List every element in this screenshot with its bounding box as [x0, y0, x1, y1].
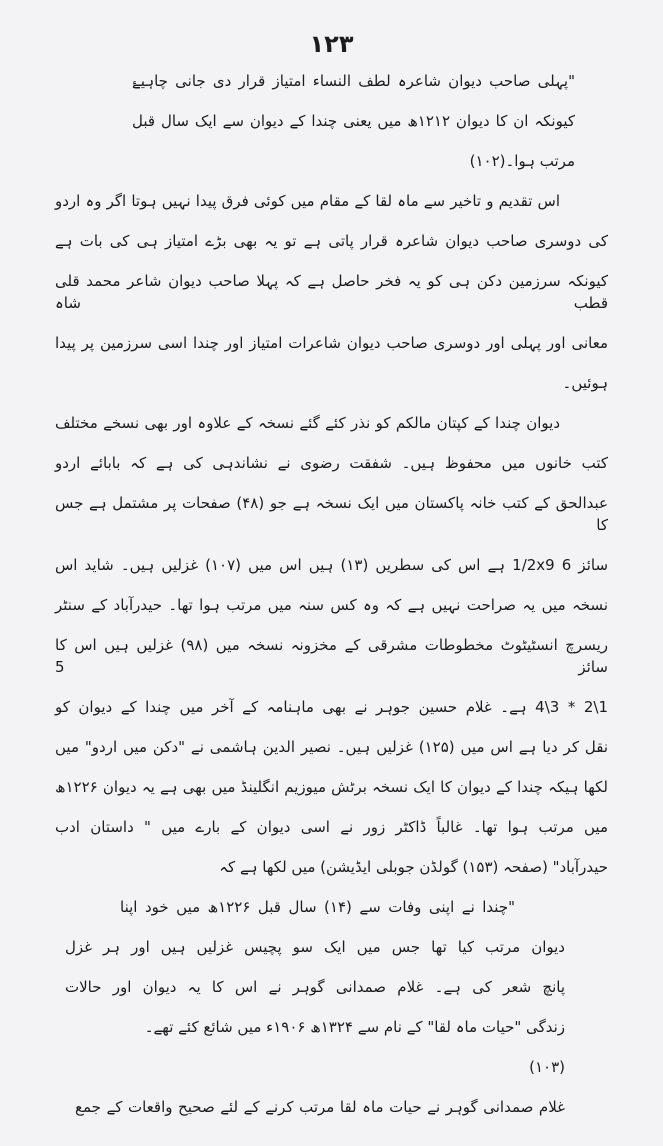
quote-line: کیونکہ ان کا دیوان ۱۲۱۲ھ میں یعنی چندا کے دیوان سے ایک سال قبل	[132, 112, 575, 130]
text-line: نقل کر دیا ہے اس میں (۱۲۵) غزلیں ہیں۔ نصیر الدین ہاشمی نے "دکن میں اردو" میں	[55, 738, 608, 756]
quote-line: پانچ شعر کی ہے۔ غلام صمدانی گوہر نے اس کا یہ دیوان اور حالات	[65, 978, 565, 996]
text-line: ریسرچ انسٹیٹوٹ مخطوطات مشرقی کے مخزونہ نسخہ میں (۹۸) غزلیں ہیں اس کا سائز 5	[55, 636, 608, 676]
quote-line: دیوان مرتب کیا تھا جس میں ایک سو پچیس غزلیں ہیں اور ہر غزل	[65, 938, 565, 956]
page-number: ۱۲۳	[309, 30, 354, 58]
footnote-ref: (۱۰۳)	[529, 1058, 565, 1076]
text-line: سائز 6 1/2x9 ہے اس کی سطریں (۱۳) ہیں اس میں (۱۰۷) غزلیں ہیں۔ شاید اس	[55, 556, 609, 574]
text-line: کی دوسری صاحب دیوان شاعرہ قرار پاتی ہے تو یہ بھی بڑے امتیاز ہی کی بات ہے	[55, 232, 608, 250]
text-line: معانی اور پہلی اور دوسری صاحب دیوان شاعرات امتیاز اور چندا اسی سرزمین پر پیدا	[55, 334, 608, 352]
quote-line: "پہلی صاحب دیوان شاعرہ لطف النساء امتیاز قرار دی جانی چاہیۓ	[132, 72, 575, 90]
text-line: عبدالحق کے کتب خانہ پاکستان میں ایک نسخہ ہے جو (۴۸) صفحات پر مشتمل ہے جس کا	[55, 494, 608, 534]
text-line: 1\2 * 3\4 ہے۔ غلام حسین جوہر نے بھی ماہنامہ کے آخر میں چندا کے دیوان کو	[55, 698, 608, 716]
text-line: نسخہ میں یہ صراحت نہیں ہے کہ وہ کس سنہ میں مرتب ہوا تھا۔ حیدرآباد کے سنٹر	[55, 596, 608, 614]
text-line: لکھا ہیکہ چندا کے دیوان کا ایک نسخہ برٹش میوزیم انگلینڈ میں بھی ہے یہ دیوان ۱۲۲۶ھ	[55, 778, 608, 796]
quote-line: زندگی "حیات ماہ لقا" کے نام سے ۱۳۲۴ھ ۱۹۰۶ء میں شائع کئے تھے۔	[144, 1018, 565, 1036]
text-line: دیوان چندا کے کپتان مالکم کو نذر کئے گئے نسخہ کے علاوہ اور بھی نسخے مختلف	[55, 414, 560, 432]
text-line: ہوئیں۔	[562, 374, 608, 392]
text-line: کیونکہ سرزمین دکن ہی کو یہ فخر حاصل ہے کہ پہلا صاحب دیوان شاعر محمد قلی قطب شاہ	[55, 272, 608, 312]
text-line: حیدرآباد" (صفحہ (۱۵۳) گولڈن جوبلی ایڈیشن) میں لکھا ہے کہ	[219, 858, 608, 876]
quote-line: "چندا نے اپنی وفات سے (۱۴) سال قبل ۱۲۲۶ھ میں خود اپنا	[120, 898, 515, 916]
text-line: غلام صمدانی گوہر نے حیات ماہ لقا مرتب کرنے کے لئے صحیح واقعات کے جمع	[75, 1098, 565, 1116]
text-line: اس تقدیم و تاخیر سے ماہ لقا کے مقام میں کوئی فرق پیدا نہیں ہوتا اگر وہ اردو	[55, 192, 560, 210]
quote-line: مرتب ہوا۔(۱۰۲)	[469, 152, 575, 170]
text-line: میں مرتب ہوا تھا۔ غالباً ڈاکٹر زور نے اسی دیوان کے بارے میں " داستان ادب	[55, 818, 608, 836]
text-line: کتب خانوں میں محفوظ ہیں۔ شفقت رضوی نے نشاندہی کی ہے کہ بابائے اردو	[55, 454, 608, 472]
